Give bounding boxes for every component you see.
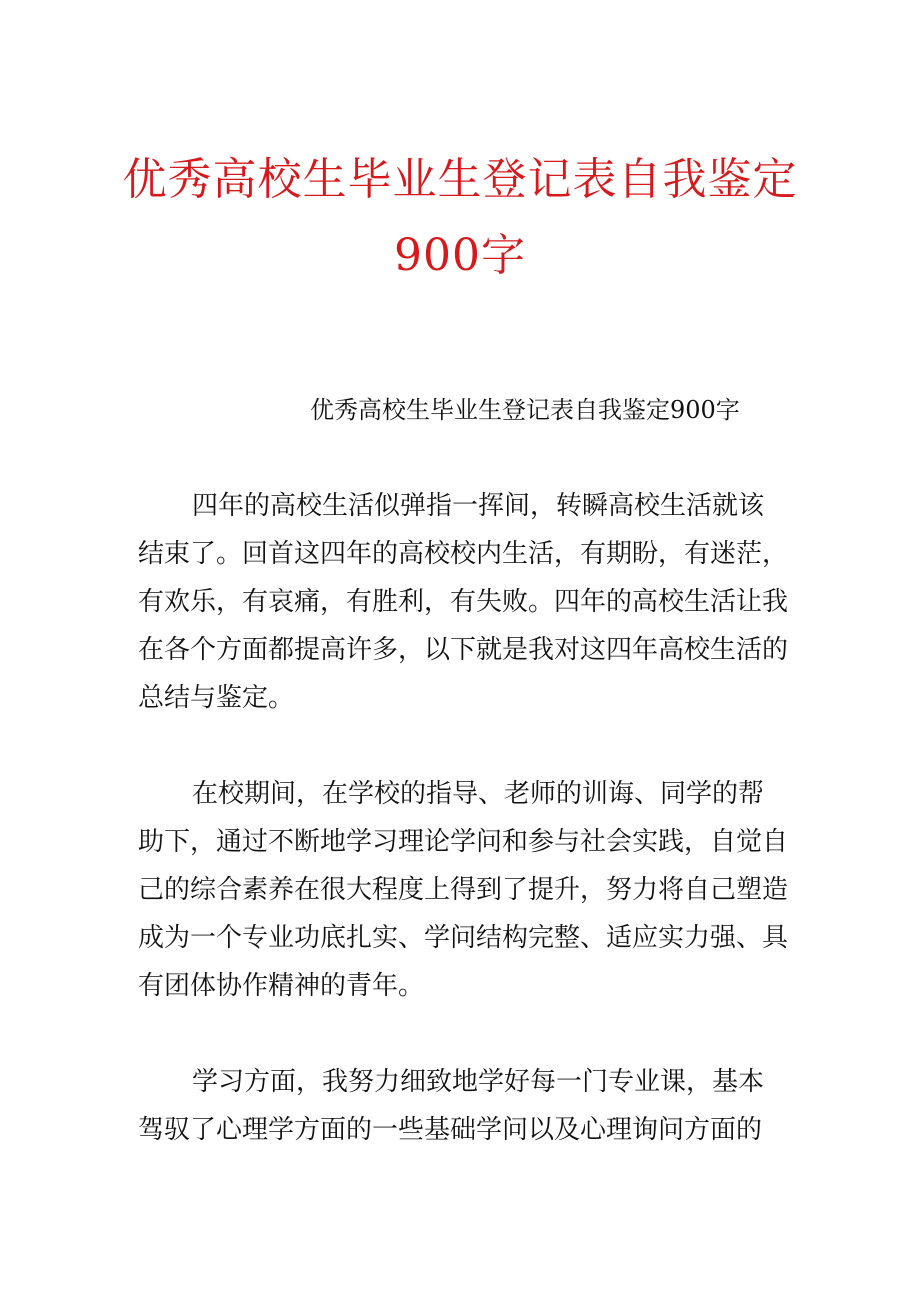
paragraph-line: 己的综合素养在很大程度上得到了提升，努力将自己塑造 [138, 875, 789, 905]
paragraph-line: 总结与鉴定。 [138, 683, 295, 713]
paragraph-line: 学习方面，我努力细致地学好每一门专业课，基本 [192, 1067, 765, 1097]
document-title-line-1: 优秀高校生毕业生登记表自我鉴定 [122, 154, 798, 205]
paragraph-line: 助下，通过不断地学习理论学问和参与社会实践，自觉自 [138, 827, 789, 857]
paragraph-line: 结束了。回首这四年的高校校内生活，有期盼，有迷茫， [138, 539, 789, 569]
paragraph-line: 在校期间，在学校的指导、老师的训诲、同学的帮 [192, 779, 765, 809]
document-title-line-2: 900字 [394, 230, 526, 281]
paragraph-1 [138, 482, 788, 722]
paragraph-line: 驾驭了心理学方面的一些基础学问以及心理询问方面的 [138, 1115, 763, 1145]
paragraph-line: 成为一个专业功底扎实、学问结构完整、适应实力强、具 [138, 923, 789, 953]
paragraph-line: 有团体协作精神的青年。 [138, 971, 425, 1001]
document-subtitle: 优秀高校生毕业生登记表自我鉴定900字 [310, 396, 740, 424]
paragraph-line: 四年的高校生活似弹指一挥间，转瞬高校生活就该 [192, 491, 765, 521]
paragraph-2 [138, 770, 788, 1010]
paragraph-line: 在各个方面都提高许多，以下就是我对这四年高校生活的 [138, 635, 789, 665]
paragraph-3 [138, 1058, 788, 1154]
paragraph-line: 有欢乐，有哀痛，有胜利，有失败。四年的高校生活让我 [138, 587, 789, 617]
